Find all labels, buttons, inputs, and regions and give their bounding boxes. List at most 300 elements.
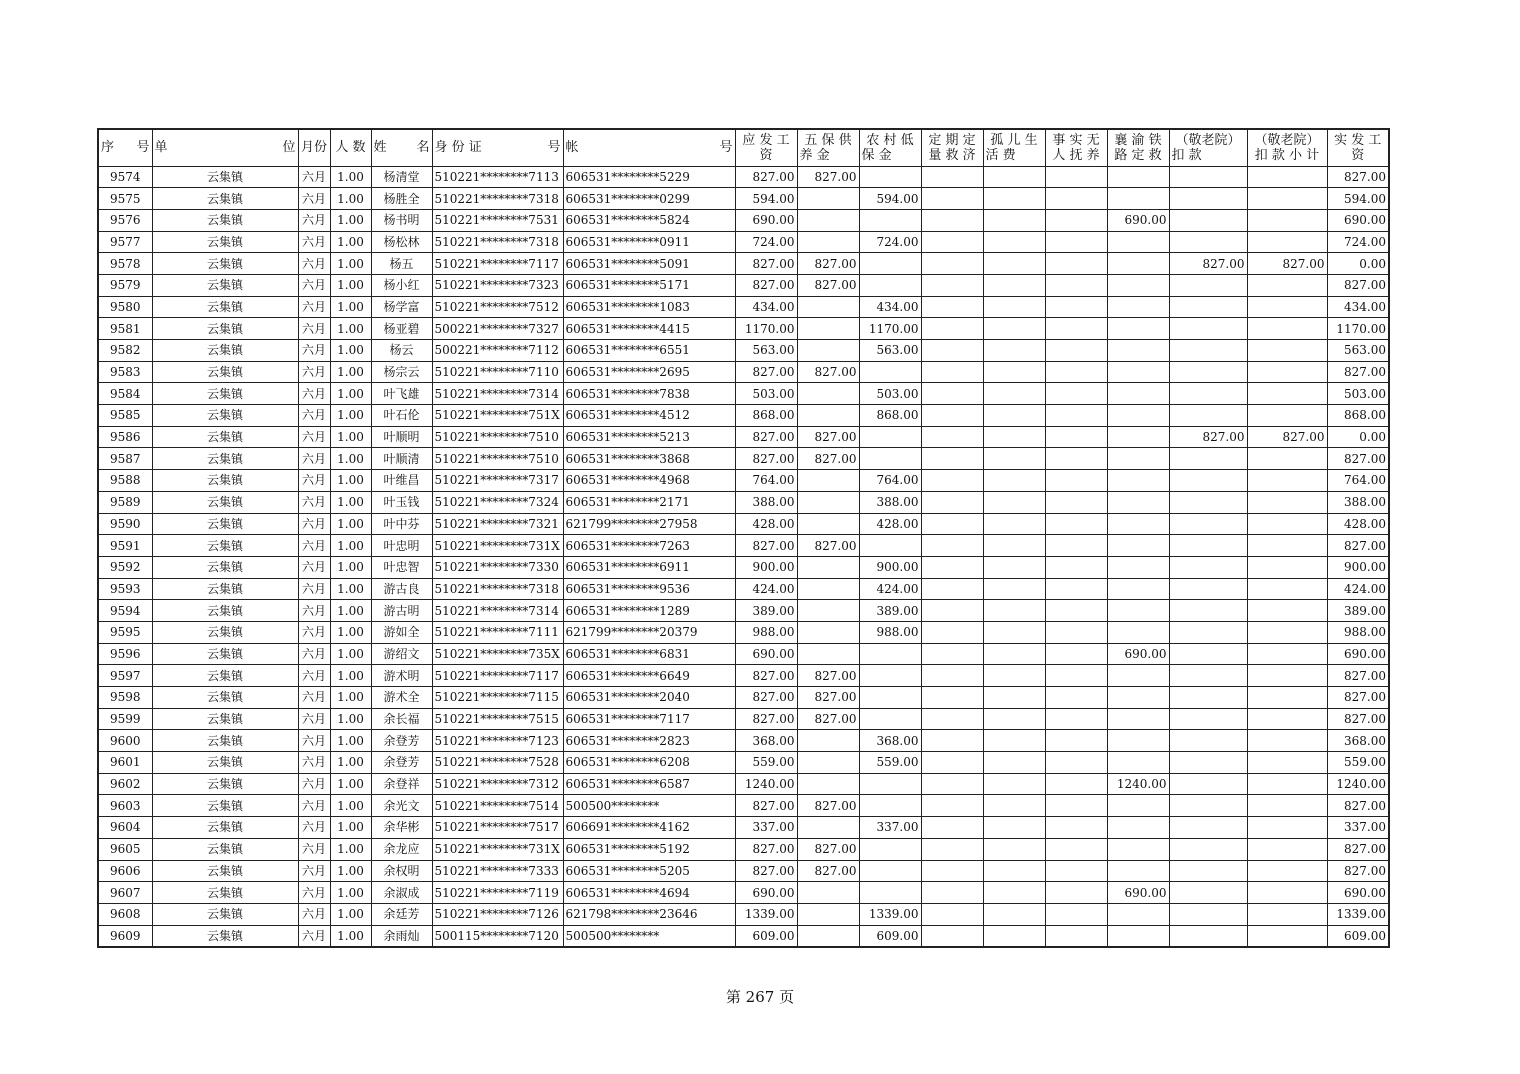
cell-dingliang [921, 448, 983, 470]
cell-acct: 606531********6551 [563, 340, 735, 362]
cell-deduct_sub [1247, 708, 1327, 730]
header-shishi-line1: 事 实 无 [1052, 132, 1100, 148]
cell-count: 1.00 [330, 795, 371, 817]
cell-net: 594.00 [1327, 188, 1389, 210]
cell-name: 游古明 [371, 600, 432, 622]
header-shishi-line2: 人 抚 养 [1052, 147, 1100, 163]
header-name [371, 129, 432, 166]
cell-guer [983, 621, 1045, 643]
cell-count: 1.00 [330, 556, 371, 578]
cell-month: 六月 [298, 665, 330, 687]
cell-dingliang [921, 361, 983, 383]
table-row [98, 773, 1389, 795]
cell-acct: 500500******** [563, 795, 735, 817]
cell-acct: 621799********27958 [563, 513, 735, 535]
cell-dingliang [921, 383, 983, 405]
cell-id: 510221********7110 [432, 361, 563, 383]
table-row [98, 556, 1389, 578]
cell-deduct [1169, 882, 1247, 904]
cell-name: 余登芳 [371, 730, 432, 752]
cell-unit: 云集镇 [152, 426, 298, 448]
cell-dingliang [921, 600, 983, 622]
cell-deduct [1169, 773, 1247, 795]
cell-shishi [1045, 274, 1107, 296]
cell-seq: 9604 [98, 817, 152, 839]
header-acct-line1: 帐 [565, 140, 579, 156]
cell-seq: 9582 [98, 340, 152, 362]
cell-guer [983, 209, 1045, 231]
cell-deduct_sub [1247, 188, 1327, 210]
cell-wubao [797, 773, 859, 795]
cell-count: 1.00 [330, 426, 371, 448]
cell-unit: 云集镇 [152, 535, 298, 557]
cell-shishi [1045, 383, 1107, 405]
cell-month: 六月 [298, 209, 330, 231]
cell-month: 六月 [298, 383, 330, 405]
cell-xiangyu [1107, 231, 1169, 253]
cell-wubao: 827.00 [797, 448, 859, 470]
cell-unit: 云集镇 [152, 903, 298, 925]
cell-name: 游术明 [371, 665, 432, 687]
cell-acct: 606531********5213 [563, 426, 735, 448]
header-dingliang-line1: 定 期 定 [928, 132, 976, 148]
header-month [298, 129, 330, 166]
cell-name: 余权明 [371, 860, 432, 882]
cell-deduct [1169, 860, 1247, 882]
cell-deduct_sub [1247, 535, 1327, 557]
cell-seq: 9578 [98, 253, 152, 275]
cell-unit: 云集镇 [152, 838, 298, 860]
cell-id: 510221********7510 [432, 426, 563, 448]
cell-id: 510221********731X [432, 838, 563, 860]
cell-wubao [797, 600, 859, 622]
header-unit-line1: 单 [154, 140, 168, 156]
cell-shishi [1045, 795, 1107, 817]
cell-dibao: 764.00 [859, 470, 921, 492]
cell-deduct_sub [1247, 556, 1327, 578]
cell-count: 1.00 [330, 231, 371, 253]
cell-acct: 606531********1289 [563, 600, 735, 622]
cell-gross: 827.00 [735, 361, 797, 383]
cell-dibao: 559.00 [859, 752, 921, 774]
cell-dibao: 1339.00 [859, 903, 921, 925]
cell-deduct_sub [1247, 274, 1327, 296]
cell-guer [983, 882, 1045, 904]
cell-net: 827.00 [1327, 838, 1389, 860]
cell-deduct [1169, 535, 1247, 557]
cell-net: 0.00 [1327, 253, 1389, 275]
cell-net: 900.00 [1327, 556, 1389, 578]
table-row [98, 274, 1389, 296]
cell-xiangyu [1107, 383, 1169, 405]
cell-net: 988.00 [1327, 621, 1389, 643]
cell-deduct [1169, 340, 1247, 362]
cell-seq: 9593 [98, 578, 152, 600]
cell-guer [983, 448, 1045, 470]
cell-month: 六月 [298, 340, 330, 362]
cell-unit: 云集镇 [152, 817, 298, 839]
cell-id: 510221********7512 [432, 296, 563, 318]
cell-count: 1.00 [330, 535, 371, 557]
table-row [98, 318, 1389, 340]
cell-acct: 621798********23646 [563, 903, 735, 925]
cell-id: 510221********7321 [432, 513, 563, 535]
cell-name: 杨清堂 [371, 166, 432, 188]
cell-wubao [797, 730, 859, 752]
header-name-line2: 名 [416, 140, 430, 156]
table-row [98, 383, 1389, 405]
cell-wubao: 827.00 [797, 361, 859, 383]
table-row [98, 166, 1389, 188]
cell-month: 六月 [298, 491, 330, 513]
cell-wubao [797, 231, 859, 253]
cell-count: 1.00 [330, 665, 371, 687]
cell-xiangyu [1107, 925, 1169, 947]
cell-gross: 434.00 [735, 296, 797, 318]
cell-gross: 563.00 [735, 340, 797, 362]
cell-gross: 827.00 [735, 253, 797, 275]
table-header [98, 129, 1389, 166]
cell-name: 游绍文 [371, 643, 432, 665]
cell-xiangyu [1107, 405, 1169, 427]
cell-deduct_sub [1247, 296, 1327, 318]
cell-deduct [1169, 383, 1247, 405]
cell-wubao [797, 578, 859, 600]
table-row [98, 340, 1389, 362]
cell-seq: 9599 [98, 708, 152, 730]
table-row [98, 296, 1389, 318]
cell-dingliang [921, 621, 983, 643]
cell-deduct_sub: 827.00 [1247, 253, 1327, 275]
cell-gross: 827.00 [735, 535, 797, 557]
cell-acct: 606531********6911 [563, 556, 735, 578]
cell-shishi [1045, 643, 1107, 665]
header-wubao-line1: 五 保 供 [804, 132, 852, 148]
cell-dingliang [921, 925, 983, 947]
cell-dingliang [921, 882, 983, 904]
cell-month: 六月 [298, 318, 330, 340]
cell-seq: 9581 [98, 318, 152, 340]
cell-deduct_sub [1247, 513, 1327, 535]
cell-shishi [1045, 860, 1107, 882]
cell-dibao: 337.00 [859, 817, 921, 839]
header-gross [735, 129, 797, 166]
cell-xiangyu [1107, 513, 1169, 535]
cell-name: 杨学富 [371, 296, 432, 318]
cell-seq: 9579 [98, 274, 152, 296]
cell-deduct_sub [1247, 470, 1327, 492]
cell-unit: 云集镇 [152, 231, 298, 253]
header-xiangyu-line1: 襄 渝 铁 [1114, 132, 1162, 148]
cell-id: 510221********735X [432, 643, 563, 665]
cell-dibao [859, 860, 921, 882]
cell-net: 1240.00 [1327, 773, 1389, 795]
cell-dingliang [921, 838, 983, 860]
header-shishi [1045, 129, 1107, 166]
header-guer [983, 129, 1045, 166]
cell-gross: 827.00 [735, 448, 797, 470]
cell-gross: 503.00 [735, 383, 797, 405]
cell-name: 余华彬 [371, 817, 432, 839]
cell-xiangyu [1107, 578, 1169, 600]
cell-gross: 1240.00 [735, 773, 797, 795]
cell-id: 510221********7126 [432, 903, 563, 925]
cell-dingliang [921, 708, 983, 730]
cell-unit: 云集镇 [152, 209, 298, 231]
cell-wubao: 827.00 [797, 253, 859, 275]
cell-seq: 9574 [98, 166, 152, 188]
header-dingliang-line2: 量 救 济 [928, 147, 976, 163]
cell-seq: 9595 [98, 621, 152, 643]
cell-xiangyu [1107, 838, 1169, 860]
cell-month: 六月 [298, 426, 330, 448]
cell-dibao: 724.00 [859, 231, 921, 253]
cell-unit: 云集镇 [152, 166, 298, 188]
cell-deduct [1169, 600, 1247, 622]
cell-month: 六月 [298, 600, 330, 622]
cell-wubao [797, 903, 859, 925]
cell-id: 510221********7515 [432, 708, 563, 730]
cell-acct: 606531********7117 [563, 708, 735, 730]
table-row [98, 405, 1389, 427]
header-net [1327, 129, 1389, 166]
header-id-line2: 号 [547, 140, 561, 156]
cell-deduct [1169, 621, 1247, 643]
cell-seq: 9587 [98, 448, 152, 470]
cell-wubao: 827.00 [797, 665, 859, 687]
cell-net: 337.00 [1327, 817, 1389, 839]
cell-deduct_sub [1247, 318, 1327, 340]
cell-shishi [1045, 687, 1107, 709]
cell-month: 六月 [298, 253, 330, 275]
cell-shishi [1045, 600, 1107, 622]
cell-count: 1.00 [330, 513, 371, 535]
cell-dibao: 900.00 [859, 556, 921, 578]
cell-guer [983, 903, 1045, 925]
cell-xiangyu [1107, 426, 1169, 448]
cell-deduct_sub [1247, 383, 1327, 405]
cell-deduct_sub [1247, 925, 1327, 947]
cell-deduct_sub: 827.00 [1247, 426, 1327, 448]
cell-dibao [859, 795, 921, 817]
cell-xiangyu [1107, 600, 1169, 622]
cell-month: 六月 [298, 296, 330, 318]
cell-guer [983, 296, 1045, 318]
cell-shishi [1045, 903, 1107, 925]
cell-unit: 云集镇 [152, 491, 298, 513]
cell-net: 827.00 [1327, 361, 1389, 383]
cell-month: 六月 [298, 925, 330, 947]
cell-gross: 609.00 [735, 925, 797, 947]
cell-unit: 云集镇 [152, 708, 298, 730]
cell-dingliang [921, 209, 983, 231]
cell-gross: 827.00 [735, 166, 797, 188]
cell-unit: 云集镇 [152, 752, 298, 774]
cell-xiangyu: 690.00 [1107, 643, 1169, 665]
cell-name: 杨小红 [371, 274, 432, 296]
table-row [98, 730, 1389, 752]
cell-guer [983, 925, 1045, 947]
header-dibao [859, 129, 921, 166]
cell-dingliang [921, 296, 983, 318]
cell-id: 510221********7517 [432, 817, 563, 839]
cell-net: 827.00 [1327, 274, 1389, 296]
cell-month: 六月 [298, 578, 330, 600]
cell-month: 六月 [298, 166, 330, 188]
cell-acct: 606531********5192 [563, 838, 735, 860]
header-acct [563, 129, 735, 166]
cell-name: 杨宗云 [371, 361, 432, 383]
cell-id: 510221********7324 [432, 491, 563, 513]
header-deduct [1169, 129, 1247, 166]
cell-unit: 云集镇 [152, 795, 298, 817]
cell-net: 1339.00 [1327, 903, 1389, 925]
cell-deduct_sub [1247, 361, 1327, 383]
cell-dibao: 428.00 [859, 513, 921, 535]
cell-deduct [1169, 296, 1247, 318]
cell-acct: 606531********2695 [563, 361, 735, 383]
cell-net: 827.00 [1327, 687, 1389, 709]
cell-dibao [859, 773, 921, 795]
cell-name: 杨亚碧 [371, 318, 432, 340]
cell-month: 六月 [298, 361, 330, 383]
cell-count: 1.00 [330, 687, 371, 709]
table-row [98, 621, 1389, 643]
cell-id: 510221********7314 [432, 600, 563, 622]
cell-count: 1.00 [330, 925, 371, 947]
cell-count: 1.00 [330, 318, 371, 340]
cell-net: 434.00 [1327, 296, 1389, 318]
cell-xiangyu [1107, 860, 1169, 882]
cell-acct: 606531********5229 [563, 166, 735, 188]
cell-unit: 云集镇 [152, 578, 298, 600]
cell-deduct [1169, 405, 1247, 427]
cell-deduct [1169, 643, 1247, 665]
table-row [98, 513, 1389, 535]
cell-shishi [1045, 340, 1107, 362]
cell-deduct_sub [1247, 838, 1327, 860]
header-wubao [797, 129, 859, 166]
cell-dibao: 389.00 [859, 600, 921, 622]
cell-unit: 云集镇 [152, 405, 298, 427]
cell-name: 杨云 [371, 340, 432, 362]
table-row [98, 708, 1389, 730]
cell-acct: 606531********4512 [563, 405, 735, 427]
cell-month: 六月 [298, 882, 330, 904]
cell-month: 六月 [298, 231, 330, 253]
cell-net: 428.00 [1327, 513, 1389, 535]
cell-deduct [1169, 903, 1247, 925]
cell-dingliang [921, 730, 983, 752]
cell-seq: 9588 [98, 470, 152, 492]
cell-seq: 9606 [98, 860, 152, 882]
cell-seq: 9576 [98, 209, 152, 231]
cell-name: 余光文 [371, 795, 432, 817]
cell-count: 1.00 [330, 838, 371, 860]
cell-gross: 368.00 [735, 730, 797, 752]
cell-wubao: 827.00 [797, 426, 859, 448]
cell-wubao [797, 621, 859, 643]
cell-id: 510221********7123 [432, 730, 563, 752]
cell-seq: 9601 [98, 752, 152, 774]
cell-dingliang [921, 817, 983, 839]
cell-wubao [797, 405, 859, 427]
cell-wubao: 827.00 [797, 166, 859, 188]
cell-month: 六月 [298, 903, 330, 925]
cell-seq: 9586 [98, 426, 152, 448]
cell-deduct [1169, 209, 1247, 231]
cell-seq: 9605 [98, 838, 152, 860]
cell-count: 1.00 [330, 773, 371, 795]
cell-guer [983, 383, 1045, 405]
cell-unit: 云集镇 [152, 318, 298, 340]
cell-wubao [797, 491, 859, 513]
header-row [98, 129, 1389, 166]
cell-net: 690.00 [1327, 209, 1389, 231]
cell-name: 叶顺明 [371, 426, 432, 448]
cell-id: 510221********7119 [432, 882, 563, 904]
cell-unit: 云集镇 [152, 621, 298, 643]
cell-dibao [859, 274, 921, 296]
cell-net: 1170.00 [1327, 318, 1389, 340]
cell-month: 六月 [298, 274, 330, 296]
cell-dibao: 503.00 [859, 383, 921, 405]
cell-guer [983, 556, 1045, 578]
cell-name: 余登祥 [371, 773, 432, 795]
cell-shishi [1045, 556, 1107, 578]
cell-id: 500115********7120 [432, 925, 563, 947]
cell-dibao: 424.00 [859, 578, 921, 600]
header-dibao-line1: 农 村 低 [866, 132, 914, 148]
cell-acct: 606531********6587 [563, 773, 735, 795]
cell-guer [983, 405, 1045, 427]
table-row [98, 188, 1389, 210]
cell-wubao [797, 470, 859, 492]
cell-dingliang [921, 795, 983, 817]
cell-xiangyu [1107, 556, 1169, 578]
cell-seq: 9596 [98, 643, 152, 665]
cell-id: 510221********7330 [432, 556, 563, 578]
table-row [98, 925, 1389, 947]
cell-acct: 606531********2171 [563, 491, 735, 513]
header-id [432, 129, 563, 166]
cell-seq: 9603 [98, 795, 152, 817]
cell-deduct [1169, 817, 1247, 839]
cell-guer [983, 426, 1045, 448]
cell-gross: 988.00 [735, 621, 797, 643]
cell-gross: 690.00 [735, 882, 797, 904]
cell-name: 叶维昌 [371, 470, 432, 492]
table-row [98, 491, 1389, 513]
cell-acct: 606531********0911 [563, 231, 735, 253]
cell-guer [983, 166, 1045, 188]
header-guer-line2: 活 费 [985, 147, 1016, 163]
cell-deduct [1169, 795, 1247, 817]
cell-guer [983, 730, 1045, 752]
cell-xiangyu [1107, 730, 1169, 752]
cell-dingliang [921, 166, 983, 188]
table-row [98, 687, 1389, 709]
cell-id: 510221********7318 [432, 188, 563, 210]
cell-dingliang [921, 687, 983, 709]
cell-dingliang [921, 470, 983, 492]
cell-gross: 690.00 [735, 643, 797, 665]
cell-count: 1.00 [330, 340, 371, 362]
cell-deduct_sub [1247, 448, 1327, 470]
cell-guer [983, 188, 1045, 210]
table-row [98, 903, 1389, 925]
cell-name: 杨胜全 [371, 188, 432, 210]
